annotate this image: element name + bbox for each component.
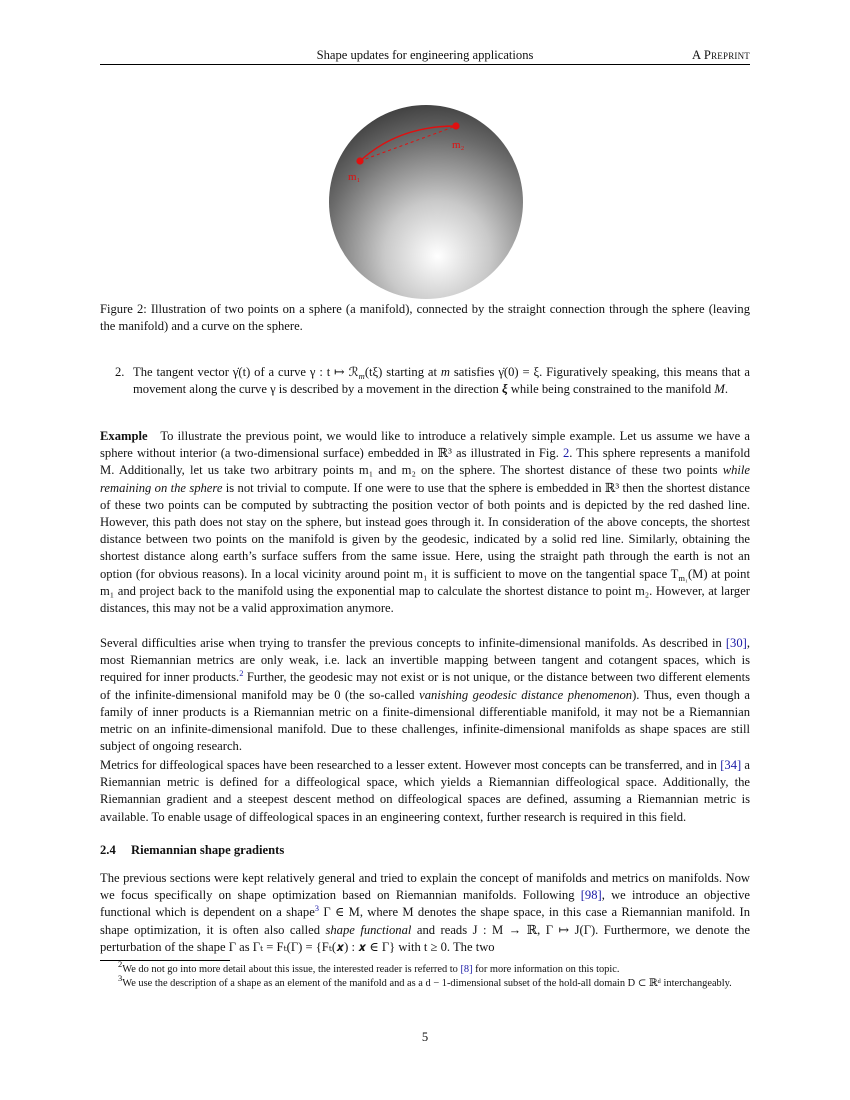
label-m1: m₁ xyxy=(348,171,361,183)
citation-98[interactable]: [98] xyxy=(580,888,602,903)
footnote-ref-2[interactable]: 2 xyxy=(239,668,244,679)
section-heading xyxy=(100,843,284,858)
label-m2: m₂ xyxy=(452,139,465,151)
figure-ref-link[interactable]: 2 xyxy=(562,446,570,461)
paragraph-diffeological: Metrics for diffeological spaces have been researched to a lesser extent. However most concepts can be transferred, and in [34] a Riemannian metric is defined for a diffeological space, which yields a Riemannian diffeological space. Additionally, the Riemannian gradient and a steepest descent method on diffeological spaces are defined, assuming a Riemannian metric is available. To enable usage of diffeological spaces in an engineering context, further research is required in this field. xyxy=(100,758,750,824)
paragraph-difficulties: Several difficulties arise when trying to transfer the previous concepts to infinite-dimensional manifolds. As described in [30], most Riemannian metrics are only weak, i.e. lack an invertible mapping between tangent and cotangent spaces, which is required for inner products.$^2$ Further, the geodesic may not exist or is not unique, or the distance between two different elements of the infinite-dimensional manifold may be 0 (the so-called vanishing geodesic distance phenomenon). Thus, even though a family of inner products is a Riemannian metric on a finite-dimensional differentiable manifold, it may not be a Riemannian metric on an infinite-dimensional manifold. Due to these challenges, infinite-dimensional manifolds as shape spaces are still subject of ongoing research. xyxy=(100,636,751,754)
footnote-ref-3[interactable]: 3 xyxy=(314,903,320,914)
page-number: 5 xyxy=(421,1030,429,1044)
citation-34[interactable]: [34] xyxy=(720,758,742,772)
point-m2 xyxy=(452,122,459,129)
footnote-2: $^2$We do not go into more detail about this issue, the interested reader is referred to [8] for more information on this topic. xyxy=(118,959,620,975)
header-preprint-label: A Preprint xyxy=(691,48,750,62)
citation-8[interactable]: [8] xyxy=(460,964,473,975)
example-label: Example xyxy=(100,429,148,443)
sphere-figure xyxy=(328,104,524,300)
paragraph-shape-gradients: The previous sections were kept relatively general and tried to explain the concept of manifolds and metrics on manifolds. Now we focus specifically on shape optimization based on Riemannian manifolds. Following [98], we introduce an objective functional which is dependent on a shape$^3$ Γ ∈ M, where M denotes the shape space, in this case a Riemannian manifold. In shape optimization, it is often also called shape functional and reads J : M → ℝ, Γ ↦ J(Γ). Furthermore, we denote the perturbation of the shape Γ as Γₜ = Fₜ(Γ) = {Fₜ(𝒙) : 𝒙 ∈ Γ} with t ≥ 0. The two xyxy=(100,871,750,954)
section-title: Riemannian shape gradients xyxy=(131,843,285,857)
sphere xyxy=(329,105,523,299)
figure-caption: Figure 2: Illustration of two points on a sphere (a manifold), connected by the straight connection through the sphere (leaving the manifold) and a curve on the sphere. xyxy=(100,302,750,333)
header-title: Shape updates for engineering applications xyxy=(316,48,534,62)
list-item-2: 2. The tangent vector γ̇(t) of a curve γ : t ↦ ℛ$_m$(tξ) starting at m satisfies γ̇(0) = ξ. Figuratively speaking, this means that a movement along the curve γ is described by a movement in the direction ξ while being constrained to the manifold M. xyxy=(115,365,750,397)
list-number: 2. xyxy=(115,365,125,379)
citation-30[interactable]: [30] xyxy=(725,636,747,650)
section-number: 2.4 xyxy=(100,843,116,857)
example-paragraph: Example To illustrate the previous point, we would like to introduce a relatively simple example. Let us assume we have a sphere without interior (a two-dimensional surface) embedded in ℝ³ as illustrated in Fig. 2. This sphere represents a manifold M. Additionally, let us take two arbitrary points m₁ and m₂ on the sphere. The shortest distance of these two points while remaining on the sphere is not trivial to compute. If one were to use that the sphere is embedded in ℝ³ then the shortest distance of these two points can be computed by subtracting the position vector of both points and is depicted by the red dashed line. However, this path does not stay on the sphere, but instead goes through it. In consideration of the above concepts, the shortest distance between two points on the manifold is given by the geodesic, indicated by a solid red line. Similarly, obtaining the shortest distance along earth’s surface suffers from the same issue. Here, using the straight path through the earth is not an option (for obvious reasons). In a local vicinity around point m₁ it is sufficient to move on the tangential space $T_{m_1}(M)$ at point m₁ and project back to the manifold using the exponential map to calculate the shortest distance to point m₂. However, at larger distances, this may not be a valid approximation anymore. xyxy=(100,429,751,616)
point-m1 xyxy=(356,157,363,164)
running-header xyxy=(100,47,750,65)
footnote-3: $^3$We use the description of a shape as an element of the manifold and as a d − 1-dimensional subset of the hold-all domain D ⊂ ℝᵈ interchangeably. xyxy=(118,973,732,989)
